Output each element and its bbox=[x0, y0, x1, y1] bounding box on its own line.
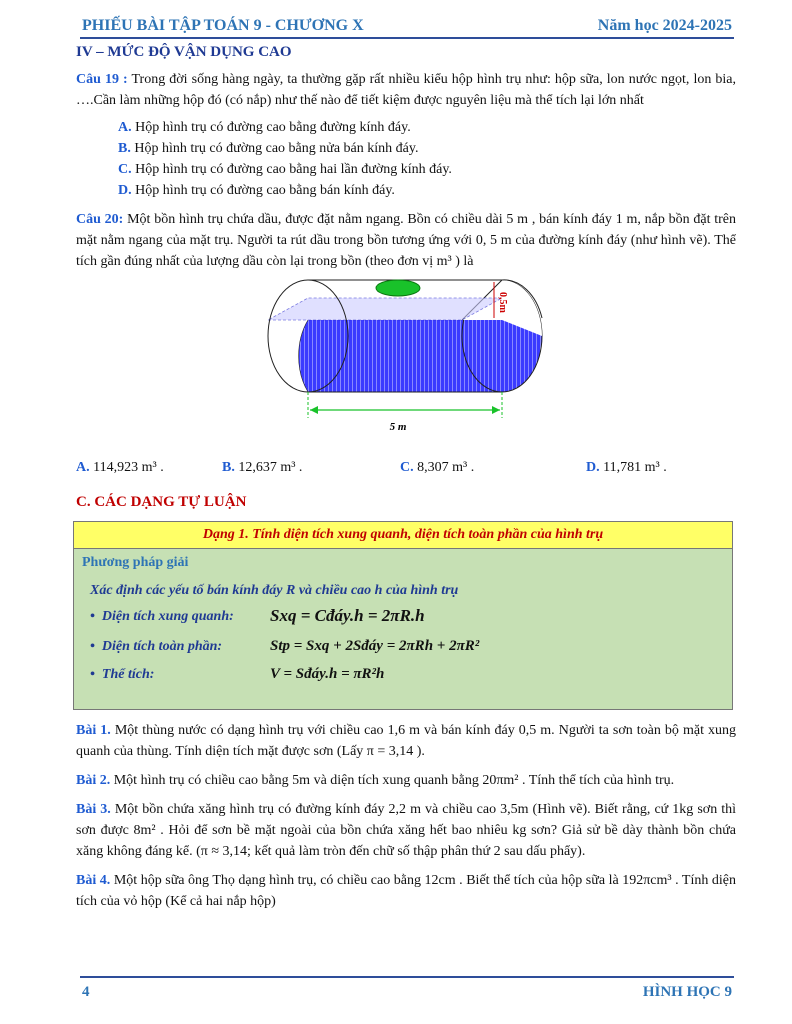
q20-option-b-label: B. bbox=[222, 460, 235, 475]
question-20 bbox=[76, 209, 736, 272]
q19-option-a-text: Hộp hình trụ có đường cao bằng đường kính đáy. bbox=[135, 120, 411, 135]
page-footer bbox=[80, 976, 734, 1008]
method-heading: Phương pháp giải bbox=[82, 555, 189, 570]
oil-tank-diagram bbox=[76, 278, 736, 456]
q19-option-c[interactable] bbox=[118, 159, 736, 180]
q20-option-a[interactable] bbox=[76, 460, 164, 476]
bai-4-label: Bài 4. bbox=[76, 873, 111, 888]
question-19-text: Trong đời sống hàng ngày, ta thường gặp rất nhiều kiểu hộp hình trụ như: hộp sữa, lon nước ngọt, lon bia, ….Cần làm những hộp đó (có nắp) như thế nào để tiết kiệm được nguyên liệu mà thể tích lại lớn nhất bbox=[76, 72, 737, 108]
q19-option-d[interactable] bbox=[118, 180, 736, 201]
formula-label-v: • Thể tích: bbox=[90, 667, 155, 682]
q20-option-b[interactable] bbox=[222, 460, 302, 476]
formula-label-sxq-text: Diện tích xung quanh: bbox=[101, 609, 234, 624]
q19-option-c-text: Hộp hình trụ có đường cao bằng hai lần đường kính đáy. bbox=[135, 162, 452, 177]
question-19 bbox=[76, 69, 736, 111]
question-20-label: Câu 20: bbox=[76, 212, 124, 227]
section-c-heading: C. CÁC DẠNG TỰ LUẬN bbox=[76, 494, 247, 510]
bai-3-text: Một bồn chứa xăng hình trụ có đường kính đáy 2,2 m và chiều cao 3,5m (Hình vẽ). Biết rằng, cứ 1kg sơn thì sơn được 8m² . Hỏi để sơn bề mặt ngoài của bồn chứa xăng hết bao nhiêu kg sơn? Giả sử bề dày thành bồn chứa xăng không đáng kể. (π ≈ 3,14; kết quả làm tròn đến chữ số thập phân thứ 2 sau dấu phẩy). bbox=[76, 802, 737, 859]
oil-tank-figure bbox=[76, 278, 736, 456]
formula-stp: Stp = Sxq + 2Sđáy = 2πRh + 2πR² bbox=[270, 638, 480, 654]
q20-option-d-text: 11,781 m³ . bbox=[603, 460, 667, 475]
bai-4 bbox=[76, 870, 736, 912]
method-intro: Xác định các yếu tố bán kính đáy R và chiều cao h của hình trụ bbox=[90, 583, 459, 598]
dang1-box bbox=[73, 521, 733, 710]
height-label: 0,5m bbox=[497, 292, 508, 313]
formula-label-stp: • Diện tích toàn phần: bbox=[90, 639, 223, 654]
bai-1-label: Bài 1. bbox=[76, 723, 111, 738]
q19-option-a[interactable] bbox=[118, 117, 736, 138]
header-title: PHIẾU BÀI TẬP TOÁN 9 - CHƯƠNG X bbox=[82, 17, 364, 34]
q20-option-c-text: 8,307 m³ . bbox=[417, 460, 475, 475]
length-label: 5 m bbox=[389, 421, 407, 433]
q20-option-b-text: 12,637 m³ . bbox=[238, 460, 303, 475]
page-number: 4 bbox=[82, 984, 90, 1000]
page-header bbox=[80, 15, 734, 39]
q19-option-c-label: C. bbox=[118, 162, 132, 177]
bai-3-label: Bài 3. bbox=[76, 802, 111, 817]
tank-lid bbox=[376, 280, 420, 296]
q19-option-b-label: B. bbox=[118, 141, 131, 156]
formula-sxq: Sxq = Cđáy.h = 2πR.h bbox=[270, 606, 425, 625]
bai-1-text: Một thùng nước có dạng hình trụ với chiều cao 1,6 m và bán kính đáy 0,5 m. Người ta sơn toàn bộ mặt xung quanh của thùng. Tính diện tích mặt được sơn (Lấy π = 3,14 ). bbox=[76, 723, 737, 759]
bai-3 bbox=[76, 799, 736, 862]
question-19-label: Câu 19 : bbox=[76, 72, 128, 87]
dang1-title: Dạng 1. Tính diện tích xung quanh, diện tích toàn phần của hình trụ bbox=[74, 522, 732, 549]
section-iv-heading: IV – MỨC ĐỘ VẬN DỤNG CAO bbox=[76, 44, 292, 60]
q20-option-d[interactable] bbox=[586, 460, 667, 476]
q20-option-c[interactable] bbox=[400, 460, 474, 476]
q19-option-d-label: D. bbox=[118, 183, 132, 198]
formula-label-stp-text: Diện tích toàn phần: bbox=[101, 639, 223, 654]
q20-option-c-label: C. bbox=[400, 460, 414, 475]
q19-option-a-label: A. bbox=[118, 120, 132, 135]
header-year: Năm học 2024-2025 bbox=[597, 17, 732, 34]
bai-2-text: Một hình trụ có chiều cao bằng 5m và diện tích xung quanh bằng 20πm² . Tính thể tích của hình trụ. bbox=[113, 773, 675, 788]
q20-option-a-label: A. bbox=[76, 460, 90, 475]
page-content bbox=[76, 44, 736, 918]
question-20-text: Một bồn hình trụ chứa dầu, được đặt nằm ngang. Bồn có chiều dài 5 m , bán kính đáy 1 m, nắp bồn đặt trên mặt nằm ngang của mặt trụ. Người ta rút dầu trong bồn tương ứng với 0, 5 m của đường kính đáy (như hình vẽ). Thể tích gần đúng nhất của lượng dầu còn lại trong bồn (theo đơn vị m³ ) là bbox=[76, 212, 736, 269]
q19-option-b-text: Hộp hình trụ có đường cao bằng nửa bán kính đáy. bbox=[134, 141, 419, 156]
q20-options bbox=[76, 460, 736, 482]
bai-2 bbox=[76, 770, 736, 791]
q20-option-d-label: D. bbox=[586, 460, 600, 475]
q19-option-d-text: Hộp hình trụ có đường cao bằng bán kính đáy. bbox=[135, 183, 395, 198]
footer-title: HÌNH HỌC 9 bbox=[642, 984, 732, 1000]
formula-label-v-text: Thể tích: bbox=[101, 667, 155, 682]
formula-v: V = Sđáy.h = πR²h bbox=[270, 666, 385, 682]
q20-option-a-text: 114,923 m³ . bbox=[93, 460, 164, 475]
bai-4-text: Một hộp sữa ông Thọ dạng hình trụ, có chiều cao bằng 12cm . Biết thể tích của hộp sữa là 192πcm³ . Tính diện tích của vỏ hộp (Kể cả hai nắp hộp) bbox=[76, 873, 736, 909]
bai-2-label: Bài 2. bbox=[76, 773, 111, 788]
formula-label-sxq: • Diện tích xung quanh: bbox=[90, 609, 234, 624]
bai-1 bbox=[76, 720, 736, 762]
q19-option-b[interactable] bbox=[118, 138, 736, 159]
dang1-body bbox=[74, 549, 732, 709]
